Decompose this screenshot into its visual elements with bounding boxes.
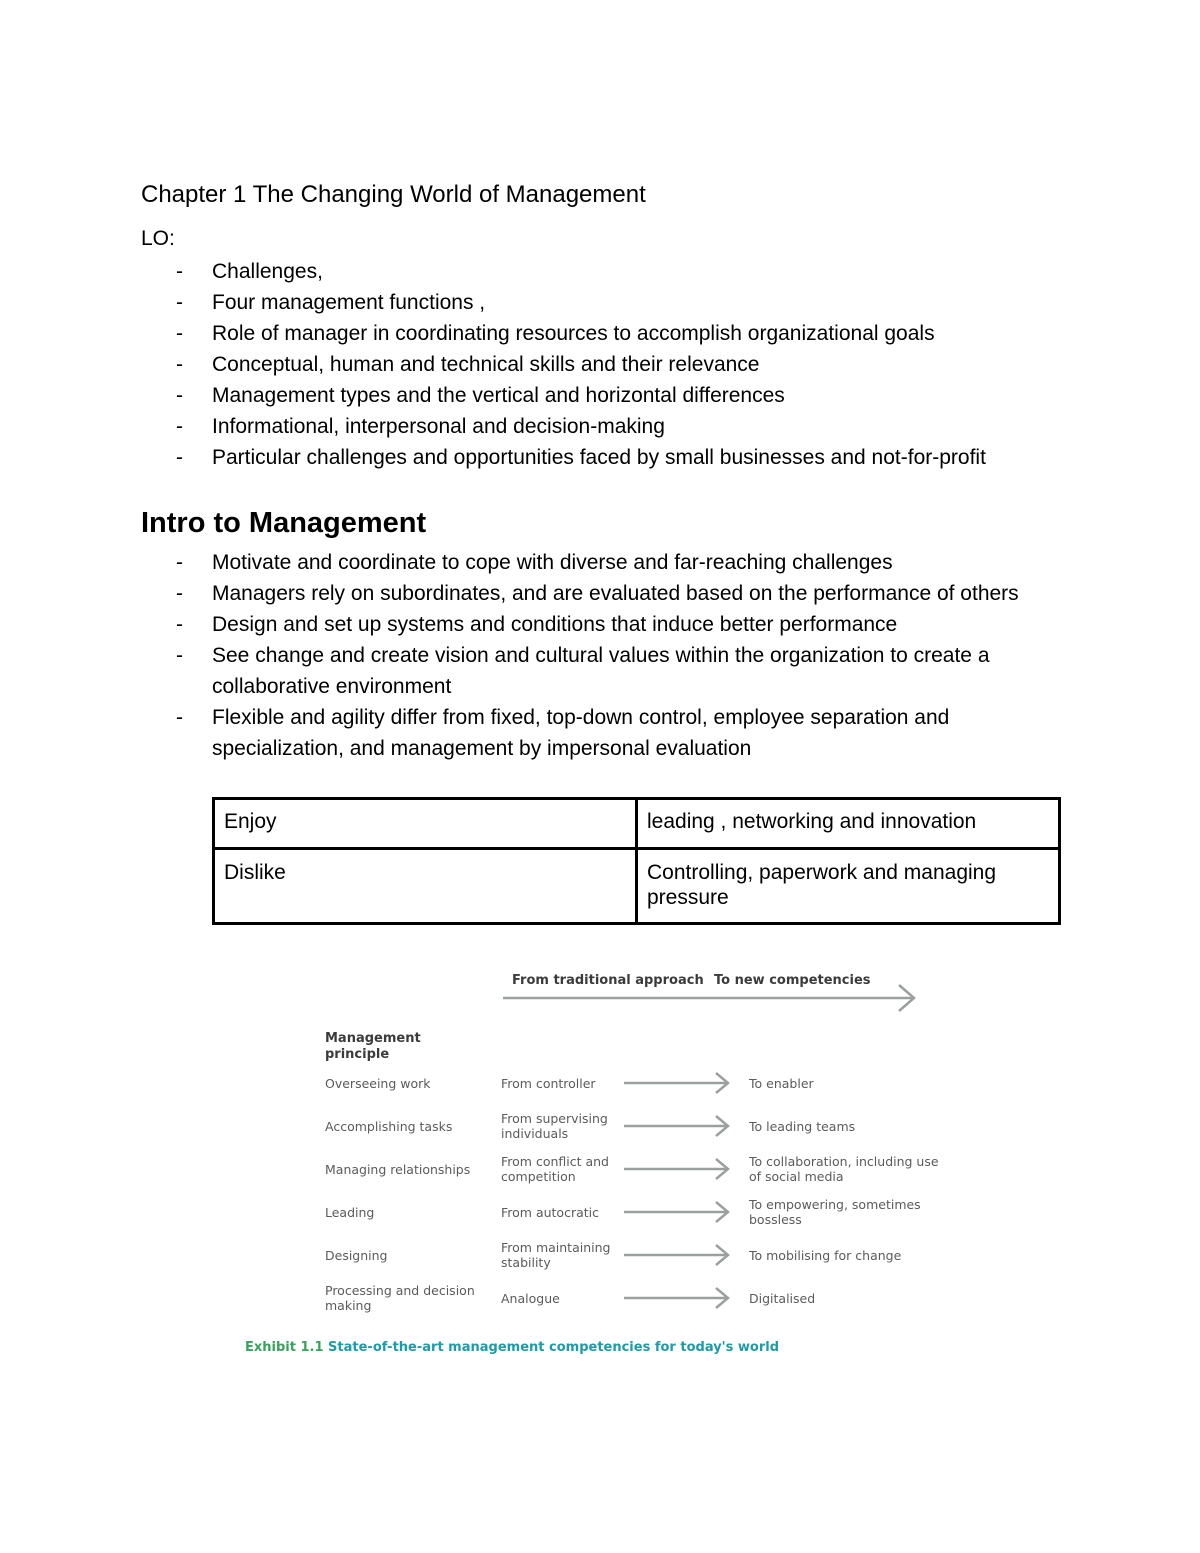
list-item: - Motivate and coordinate to cope with diverse and far-reaching challenges (141, 547, 1061, 578)
from-cell: From autocratic (501, 1204, 599, 1220)
to-cell: To enabler (749, 1075, 814, 1091)
list-item: - Flexible and agility differ from fixed, top-down control, employee separation and specialization, and management by impersonal evaluation (141, 702, 1061, 764)
dash-bullet: - (176, 384, 183, 407)
principle-cell: Managing relationships (325, 1161, 471, 1177)
list-item: - Challenges, (141, 256, 1061, 287)
chapter-title: Chapter 1 The Changing World of Management (141, 181, 646, 208)
exhibit-figure (0, 955, 1200, 1365)
to-cell: To mobilising for change (749, 1247, 902, 1263)
dash-bullet: - (176, 613, 183, 636)
principle-header: Management principle (325, 1031, 421, 1062)
principle-cell: Overseeing work (325, 1075, 431, 1091)
table-row (214, 799, 1060, 849)
exhibit-caption (245, 1340, 779, 1355)
table-cell-label: Dislike (214, 849, 637, 924)
to-cell: Digitalised (749, 1290, 816, 1306)
dash-bullet: - (176, 291, 183, 314)
dash-bullet: - (176, 260, 183, 283)
list-item: - Role of manager in coordinating resources to accomplish organizational goals (141, 318, 1061, 349)
lo-list (141, 256, 1061, 473)
list-item: - Design and set up systems and conditions that induce better performance (141, 609, 1061, 640)
intro-list (141, 547, 1061, 764)
lo-label: LO: (141, 227, 175, 250)
to-cell: To collaboration, including use of social media (749, 1154, 939, 1184)
dash-bullet: - (176, 706, 183, 729)
list-item: - Management types and the vertical and horizontal differences (141, 380, 1061, 411)
dash-bullet: - (176, 353, 183, 376)
from-cell: From supervising individuals (501, 1111, 608, 1141)
exhibit-caption-label: Exhibit 1.1 (245, 1340, 324, 1355)
dash-bullet: - (176, 644, 183, 667)
list-item: - Managers rely on subordinates, and are evaluated based on the performance of others (141, 578, 1061, 609)
principle-cell: Leading (325, 1204, 375, 1220)
list-item: - See change and create vision and cultural values within the organization to create a collaborative environment (141, 640, 1061, 702)
table-cell-value: Controlling, paperwork and managing pressure (637, 849, 1060, 924)
principle-cell: Designing (325, 1247, 388, 1263)
list-item: - Informational, interpersonal and decision-making (141, 411, 1061, 442)
list-item: - Particular challenges and opportunities faced by small businesses and not-for-profit (141, 442, 1061, 473)
from-cell: Analogue (501, 1290, 560, 1306)
from-cell: From maintaining stability (501, 1240, 611, 1270)
section-heading: Intro to Management (141, 507, 427, 539)
header-from-label: From traditional approach (512, 973, 704, 988)
exhibit-caption-text: State-of-the-art management competencies for today's world (328, 1340, 780, 1355)
table-cell-value: leading , networking and innovation (637, 799, 1060, 849)
dash-bullet: - (176, 322, 183, 345)
to-cell: To leading teams (749, 1118, 856, 1134)
dash-bullet: - (176, 551, 183, 574)
from-cell: From controller (501, 1075, 596, 1091)
list-item: - Four management functions , (141, 287, 1061, 318)
principle-cell: Processing and decision making (325, 1283, 475, 1313)
header-to-label: To new competencies (714, 973, 871, 988)
from-cell: From conflict and competition (501, 1154, 609, 1184)
table-cell-label: Enjoy (214, 799, 637, 849)
table-row (214, 849, 1060, 924)
dash-bullet: - (176, 446, 183, 469)
list-item: - Conceptual, human and technical skills and their relevance (141, 349, 1061, 380)
dash-bullet: - (176, 582, 183, 605)
dash-bullet: - (176, 415, 183, 438)
to-cell: To empowering, sometimes bossless (749, 1197, 921, 1227)
enjoy-dislike-table (212, 797, 1061, 925)
principle-cell: Accomplishing tasks (325, 1118, 453, 1134)
